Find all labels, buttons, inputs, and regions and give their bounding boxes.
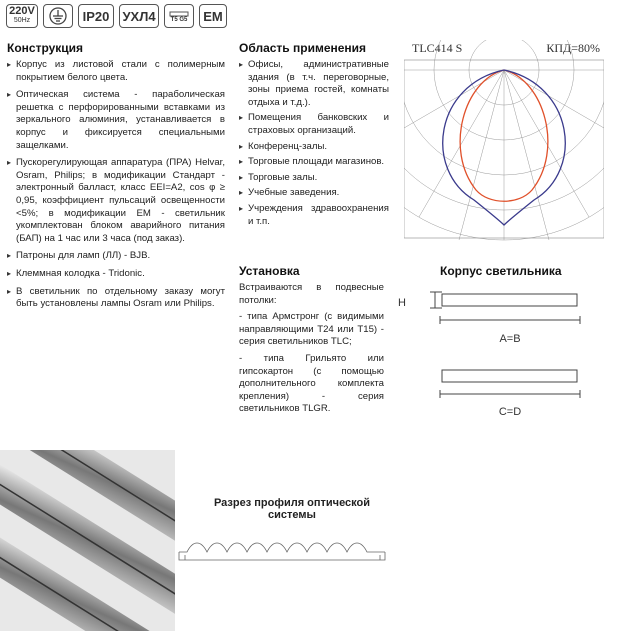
list-item: ▸ Пускорегулирующая аппаратура (ПРА) Helvar, Osram, Philips; в модификации Стандарт - электронный балласт, класс EEI=A2, cos φ ≥ 0,95, коэффициент пульсаций освещенности <5%; в модификации EM - светильник укомплектован блоком аварийного питания (БАП) на 1 час или 3 часа (под заказ). [7,157,225,245]
polar-diagram [404,40,604,246]
optical-profile-drawing [175,530,390,575]
lamp-type-label: T5 G5 [170,17,188,23]
polar-efficiency-label: КПД=80% [546,41,600,55]
list-item: ▸ Клеммная колодка - Tridonic. [7,268,225,281]
construction-section [7,41,225,316]
ground-icon [43,4,73,28]
polar-model-label: TLC414 S [412,41,463,55]
installation-section [239,264,384,416]
em-badge: EM [199,4,227,28]
installation-option-grilyato: - типа Грильято или гипсокартон (с помощью дополнительного комплекта крепления) - серия светильников TLGR. [239,352,384,415]
ip-rating-badge: IP20 [78,4,114,28]
frequency-value: 50Hz [13,17,31,24]
installation-intro: Встраиваются в подвесные потолки: [239,282,384,306]
housing-title: Корпус светильника [440,264,562,278]
list-item: ▸ Торговые залы. [239,172,389,185]
housing-drawing [390,282,590,432]
voltage-value: 220V [9,5,35,17]
badge-row [6,4,227,28]
dimension-cd-label: C=D [498,406,522,418]
dimension-h-label: H [398,297,406,309]
voltage-badge [6,4,38,28]
climate-badge: УХЛ4 [119,4,159,28]
list-item: ▸ Помещения банковских и страховых организаций. [239,112,389,137]
dimension-ab-label: A=B [499,333,521,345]
list-item: ▸ Оптическая система - параболическая решетка с перфорированными вставками из зеркального алюминия, устанавливается в корпус и фиксируется специальными защелками. [7,89,225,152]
housing-profile-bottom [442,370,577,382]
application-section [239,41,389,231]
luminaire-photo [0,450,175,631]
lamp-type-badge [164,4,194,28]
list-item: ▸ Корпус из листовой стали с полимерным покрытием белого цвета. [7,59,225,84]
section-title: Разрез профиля оптической системы [213,497,371,521]
installation-title: Установка [239,264,300,278]
installation-option-armstrong: - типа Армстронг (с видимыми направляющими T24 или T15) - серия светильников TLC; [239,311,384,348]
application-list [239,59,389,228]
application-title: Область применения [239,41,367,55]
list-item: ▸ В светильник по отдельному заказу могут быть установлены лампы Osram или Philips. [7,286,225,311]
housing-profile-top [442,294,577,306]
list-item: ▸ Конференц-залы. [239,141,389,154]
list-item: ▸ Учреждения здравоохранения и т.п. [239,203,389,228]
list-item: ▸ Торговые площади магазинов. [239,156,389,169]
construction-title: Конструкция [7,41,84,55]
list-item: ▸ Офисы, административные здания (в т.ч. переговорные, зоны приема гостей, комнаты отдыха и т.д.). [239,59,389,109]
list-item: ▸ Учебные заведения. [239,187,389,200]
list-item: ▸ Патроны для ламп (ЛЛ) - BJB. [7,250,225,263]
construction-list [7,59,225,311]
